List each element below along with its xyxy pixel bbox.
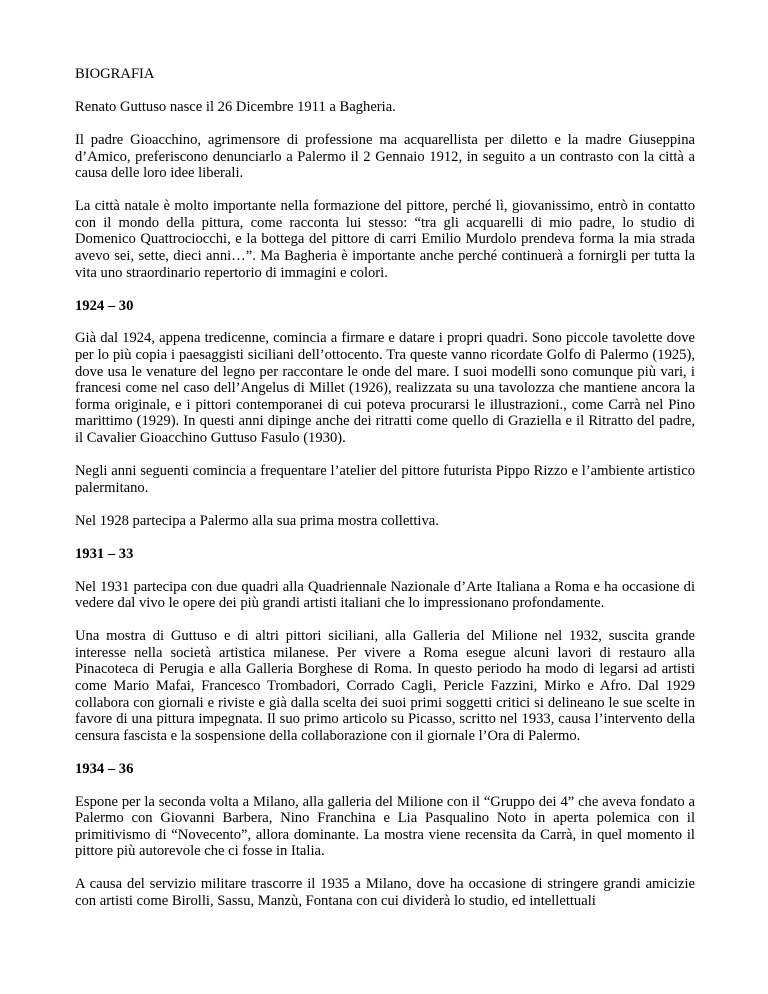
section-3-paragraph-2: A causa del servizio militare trascorre il 1935 a Milano, dove ha occasione di stringere grandi amicizie con artisti come Birolli, Sassu, Manzù, Fontana con cui dividerà lo studio, ed intellettuali <box>75 876 695 910</box>
section-2-paragraph-1: Nel 1931 partecipa con due quadri alla Quadriennale Nazionale d’Arte Italiana a Roma e ha occasione di vedere dal vivo le opere dei più grandi artisti italiani che lo impressionano profondamente. <box>75 578 695 612</box>
intro-paragraph-2: Il padre Gioacchino, agrimensore di professione ma acquarellista per diletto e la madre Giuseppina d’Amico, preferiscono denunciarlo a Palermo il 2 Gennaio 1912, in seguito a un contrasto con la città a causa delle loro idee liberali. <box>75 131 695 182</box>
section-heading-1924-30: 1924 – 30 <box>75 297 134 314</box>
section-heading-1934-36: 1934 – 36 <box>75 760 134 777</box>
document-page <box>75 66 695 926</box>
intro-paragraph-1: Renato Guttuso nasce il 26 Dicembre 1911 a Bagheria. <box>75 98 396 115</box>
document-title: BIOGRAFIA <box>75 66 155 82</box>
intro-paragraph-3: La città natale è molto importante nella formazione del pittore, perché lì, giovanissimo, entrò in contatto con il mondo della pittura, come racconta lui stesso: “tra gli acquarelli di mio padre, lo studio di Domenico Quattrociocchi, e la bottega del pittore di carri Emilio Murdolo prendeva forma la mia strada avevo sei, sette, dieci anni…”. Ma Bagheria è importante anche perché continuerà a fornirgli per tutta la vita uno straordinario repertorio di immagini e colori. <box>75 198 695 281</box>
section-heading-1931-33: 1931 – 33 <box>75 545 134 562</box>
section-1-paragraph-1: Già dal 1924, appena tredicenne, comincia a firmare e datare i propri quadri. Sono piccole tavolette dove per lo più copia i paesaggisti siciliani dell’ottocento. Tra queste vanno ricordate Golfo di Palermo (1925), dove usa le venature del legno per raccontare le onde del mare. I suoi modelli sono comunque più vari, i francesi come nel caso dell’Angelus di Millet (1926), realizzata su una tavolozza che mantiene ancora la forma originale, e i pittori contemporanei di cui poteva procurarsi le illustrazioni., come Carrà nel Pino marittimo (1929). In questi anni dipinge anche dei ritratti come quello di Graziella e il Ritratto del padre, il Cavalier Gioacchino Guttuso Fasulo (1930). <box>75 330 695 447</box>
section-3-paragraph-1: Espone per la seconda volta a Milano, alla galleria del Milione con il “Gruppo dei 4” che aveva fondato a Palermo con Giovanni Barbera, Nino Franchina e Lia Pasqualino Noto in aperta polemica con il primitivismo di “Novecento”, allora dominante. La mostra viene recensita da Carrà, in quel momento il pittore più autorevole che ci fosse in Italia. <box>75 793 695 860</box>
section-1-paragraph-2: Negli anni seguenti comincia a frequentare l’atelier del pittore futurista Pippo Rizzo e l’ambiente artistico palermitano. <box>75 463 695 496</box>
section-2-paragraph-2: Una mostra di Guttuso e di altri pittori siciliani, alla Galleria del Milione nel 1932, suscita grande interesse nella società artistica milanese. Per vivere a Roma esegue alcuni lavori di restauro alla Pinacoteca di Perugia e alla Galleria Borghese di Roma. In questo periodo ha modo di legarsi ad artisti come Mario Mafai, Francesco Trombadori, Corrado Cagli, Pericle Fazzini, Mirko e Afro. Dal 1929 collabora con giornali e riviste e già dalla scelta dei suoi primi soggetti critici si delineano le sue scelte in favore di una pittura impegnata. Il suo primo articolo su Picasso, scritto nel 1933, causa l’intervento della censura fascista e la sospensione della collaborazione con il giornale l’Ora di Palermo. <box>75 628 695 744</box>
section-1-paragraph-3: Nel 1928 partecipa a Palermo alla sua prima mostra collettiva. <box>75 512 439 529</box>
